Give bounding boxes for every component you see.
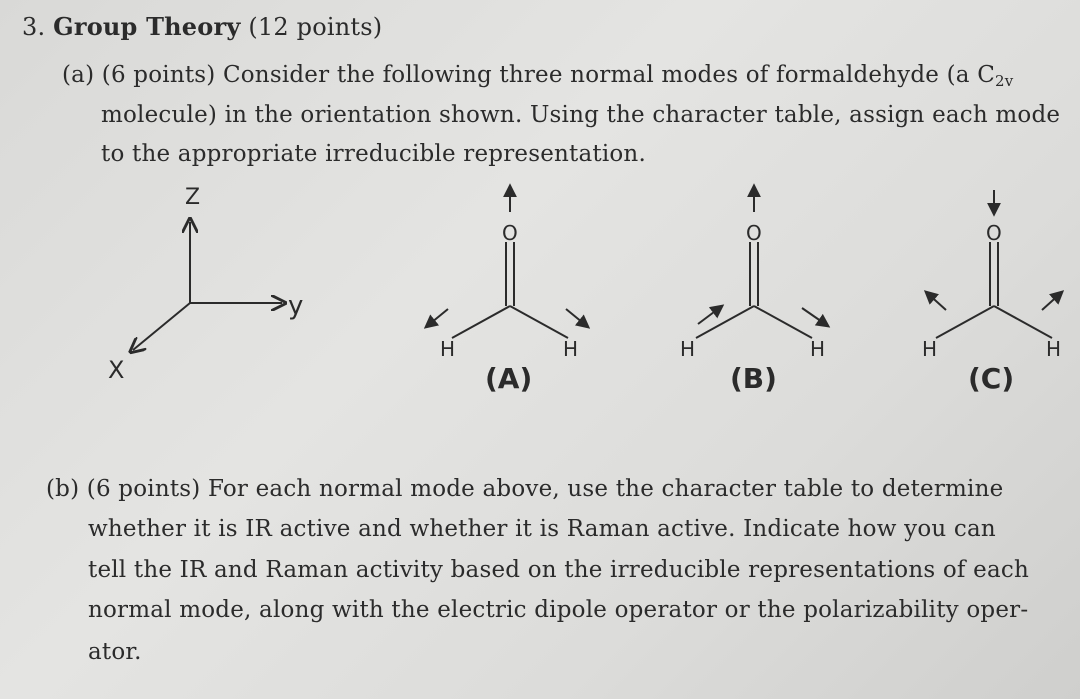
part-a-line-1: (a) (6 points) Consider the following three normal modes of formaldehyde (a $C_{2v}$ [62, 62, 1014, 90]
mode-b-right-h-arrow [802, 308, 828, 326]
mode-b-h-left: H [680, 337, 696, 361]
problem-number: 3. [22, 13, 46, 41]
mode-a-h-left: H [440, 337, 456, 361]
x-axis [133, 303, 190, 350]
z-axis-label: Z [185, 185, 201, 210]
mode-b-h-right: H [810, 337, 826, 361]
coordinate-axes [133, 222, 282, 350]
mode-b-label: (B) [730, 362, 777, 395]
mode-c-left-h-arrow [926, 292, 946, 310]
mode-a-label: (A) [485, 362, 533, 395]
c2v-subscript: 2v [995, 72, 1014, 90]
mode-b-oxygen: O [746, 221, 762, 245]
y-axis-label: y [288, 291, 304, 321]
molecule-b [680, 186, 828, 395]
part-b-line-1: (b) (6 points) For each normal mode above, use the character table to determine [46, 476, 1004, 502]
molecule-a [426, 186, 588, 395]
mode-c-label: (C) [968, 362, 1015, 395]
problem-points: (12 points) [248, 13, 383, 41]
x-axis-label: X [108, 356, 125, 384]
mode-a-h-right: H [563, 337, 579, 361]
mode-b-left-h-arrow [698, 306, 722, 324]
problem-heading [22, 12, 382, 41]
part-b-line-4: normal mode, along with the electric dipole operator or the polarizability oper- [88, 597, 1029, 623]
part-b-line-3: tell the IR and Raman activity based on the irreducible representations of each [88, 557, 1029, 583]
mode-a-oxygen: O [502, 221, 518, 245]
part-b-line-2: whether it is IR active and whether it is Raman active. Indicate how you can [88, 516, 996, 542]
mode-c-h-right: H [1046, 337, 1062, 361]
molecule-c [922, 190, 1062, 395]
mode-a-left-h-arrow [426, 309, 448, 327]
mode-a-right-h-arrow [566, 309, 588, 327]
mode-c-oxygen: O [986, 221, 1002, 245]
part-b-line-5: ator. [88, 639, 142, 665]
problem-title: Group Theory [53, 12, 241, 41]
mode-c-right-h-arrow [1042, 292, 1062, 310]
mode-c-h-left: H [922, 337, 938, 361]
part-a-line-3: to the appropriate irreducible representation. [101, 141, 646, 167]
normal-modes-figure [0, 170, 1080, 470]
part-a-line-2: molecule) in the orientation shown. Using the character table, assign each mode [101, 102, 1061, 128]
